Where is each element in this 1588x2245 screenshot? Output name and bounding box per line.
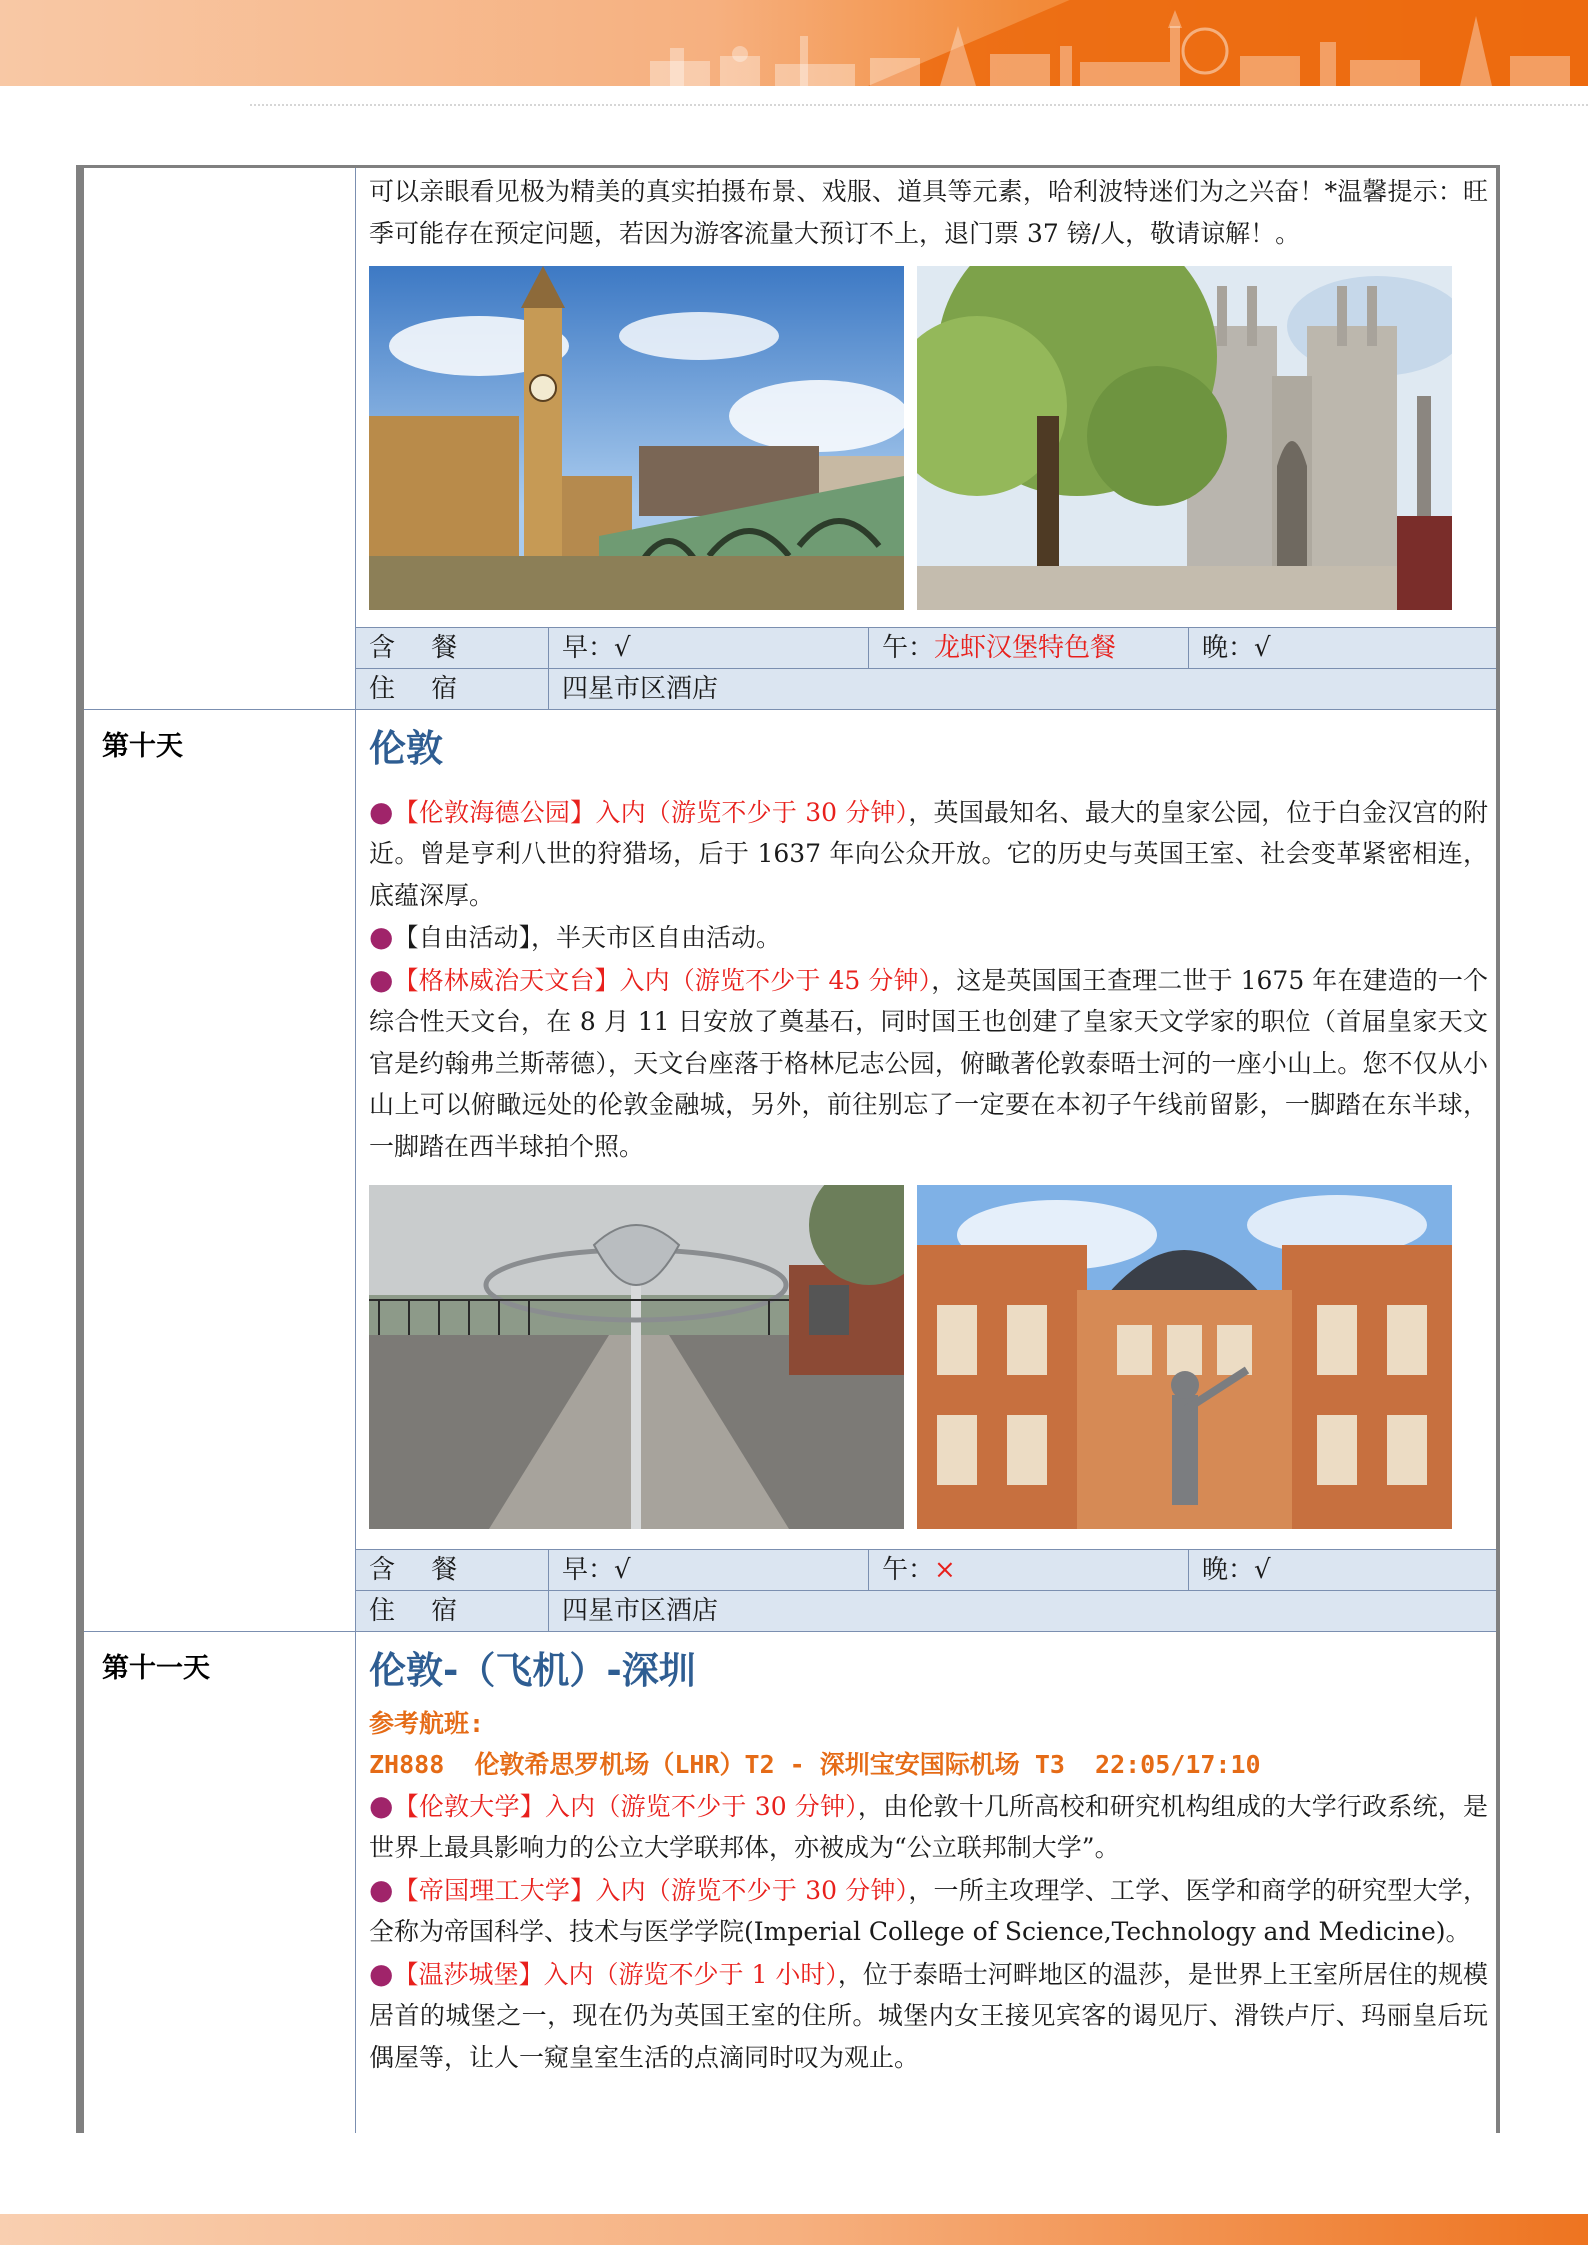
day10-hotel-row <box>356 1590 1496 1631</box>
hotel-label: 住 宿 <box>356 669 549 709</box>
day11-item-university-of-london: ●【伦敦大学】入内（游览不少于 30 分钟），由伦敦十几所高校和研究机构组成的大学行政系统，是世界上最具影响力的公立大学联邦体，亦被成为“公立联邦制大学”。 <box>369 1788 1488 1863</box>
bullet-icon: ● <box>369 1788 394 1822</box>
day11-city-title: 伦敦-（飞机）-深圳 <box>369 1649 696 1692</box>
dinner-cell: 晚：√ <box>1202 633 1271 663</box>
meal-label: 含 餐 <box>356 1550 549 1590</box>
itinerary-table <box>76 165 1500 2133</box>
footer-banner <box>0 2214 1588 2245</box>
day9-intro-text: 可以亲眼看见极为精美的真实拍摄布景、戏服、道具等元素，哈利波特迷们为之兴奋！*温馨提示：旺季可能存在预定问题，若因为游客流量大预订不上，退门票 37 镑/人，敬请谅解！。 <box>369 177 1488 248</box>
lunch-cell <box>869 628 1189 668</box>
day9-row <box>84 168 1496 710</box>
header-dotted-rule <box>250 104 1588 106</box>
flight-detail: ZH888 伦敦希思罗机场（LHR）T2 - 深圳宝安国际机场 T3 22:05/17:10 <box>369 1749 1261 1779</box>
header-banner <box>0 0 1588 86</box>
day10-meal-row <box>356 1549 1496 1590</box>
day10-item-hyde-park: ●【伦敦海德公园】入内（游览不少于 30 分钟），英国最知名、最大的皇家公园，位于白金汉宫的附近。曾是亨利八世的狩猎场，后于 1637 年向公众开放。它的历史与英国王室、社会变革紧密相连，底蕴深厚。 <box>369 794 1488 910</box>
breakfast-cell: 早：√ <box>549 1550 869 1590</box>
day10-item-greenwich: ●【格林威治天文台】入内（游览不少于 45 分钟），这是英国国王查理二世于 1675 年在建造的一个综合性天文台，在 8 月 11 日安放了奠基石，同时国王也创建了皇家天文学家的职位（首届皇家天文官是约翰弗兰斯蒂德），天文台座落于格林尼志公园，俯瞰著伦敦泰晤士河的一座小山上。您不仅从小山上可以俯瞰远处的伦敦金融城，另外，前往别忘了一定要在本初子午线前留影，一脚踏在东半球，一脚踏在西半球拍个照。 <box>369 962 1488 1161</box>
lunch-value: 龙虾汉堡特色餐 <box>934 633 1117 663</box>
day9-photo-row <box>369 266 1488 610</box>
day10-content-cell <box>356 710 1496 1631</box>
day9-meal-row <box>356 627 1496 668</box>
flight-label: 参考航班: <box>369 1708 485 1738</box>
dinner-cell: 晚：√ <box>1202 1555 1271 1585</box>
hotel-value: 四星市区酒店 <box>562 1596 719 1626</box>
bullet-icon: ● <box>369 920 394 954</box>
day11-content-cell <box>356 1632 1496 2133</box>
bullet-icon: ● <box>369 1956 394 1990</box>
bullet-icon: ● <box>369 794 394 828</box>
day11-row <box>84 1632 1496 2133</box>
lunch-value: × <box>934 1555 956 1585</box>
westminster-abbey-photo <box>917 266 1452 610</box>
bullet-icon: ● <box>369 1872 394 1906</box>
big-ben-photo <box>369 266 904 610</box>
city-skyline-icon <box>640 6 1580 86</box>
day11-label: 第十一天 <box>84 1632 356 2133</box>
bullet-icon: ● <box>369 962 394 996</box>
hotel-value: 四星市区酒店 <box>562 674 719 704</box>
lunch-cell <box>869 1550 1189 1590</box>
lunch-prefix: 午： <box>882 1555 935 1585</box>
day11-item-windsor-castle: ●【温莎城堡】入内（游览不少于 1 小时），位于泰晤士河畔地区的温莎，是世界上王室所居住的规模居首的城堡之一，现在仍为英国王室的住所。城堡内女王接见宾客的谒见厅、滑铁卢厅、玛丽皇后玩偶屋等，让人一窥皇室生活的点滴同时叹为观止。 <box>369 1956 1488 2072</box>
lunch-prefix: 午： <box>882 633 935 663</box>
day10-label: 第十天 <box>84 710 356 1631</box>
day11-item-imperial-college: ●【帝国理工大学】入内（游览不少于 30 分钟），一所主攻理学、工学、医学和商学的研究型大学，全称为帝国科学、技术与医学学院(Imperial College of Science,Technology and Medicine)。 <box>369 1872 1488 1947</box>
day10-item-free-time: ●【自由活动】，半天市区自由活动。 <box>369 920 781 954</box>
observatory-building-photo <box>917 1185 1452 1529</box>
day9-hotel-row <box>356 668 1496 709</box>
hotel-label: 住 宿 <box>356 1591 549 1631</box>
meal-label: 含 餐 <box>356 628 549 668</box>
day10-photo-row <box>369 1185 1488 1529</box>
day10-city-title: 伦敦 <box>369 727 443 770</box>
day10-row <box>84 710 1496 1632</box>
day9-label-cell <box>84 168 356 709</box>
prime-meridian-photo <box>369 1185 904 1529</box>
breakfast-cell: 早：√ <box>549 628 869 668</box>
day9-content-cell <box>356 168 1496 709</box>
